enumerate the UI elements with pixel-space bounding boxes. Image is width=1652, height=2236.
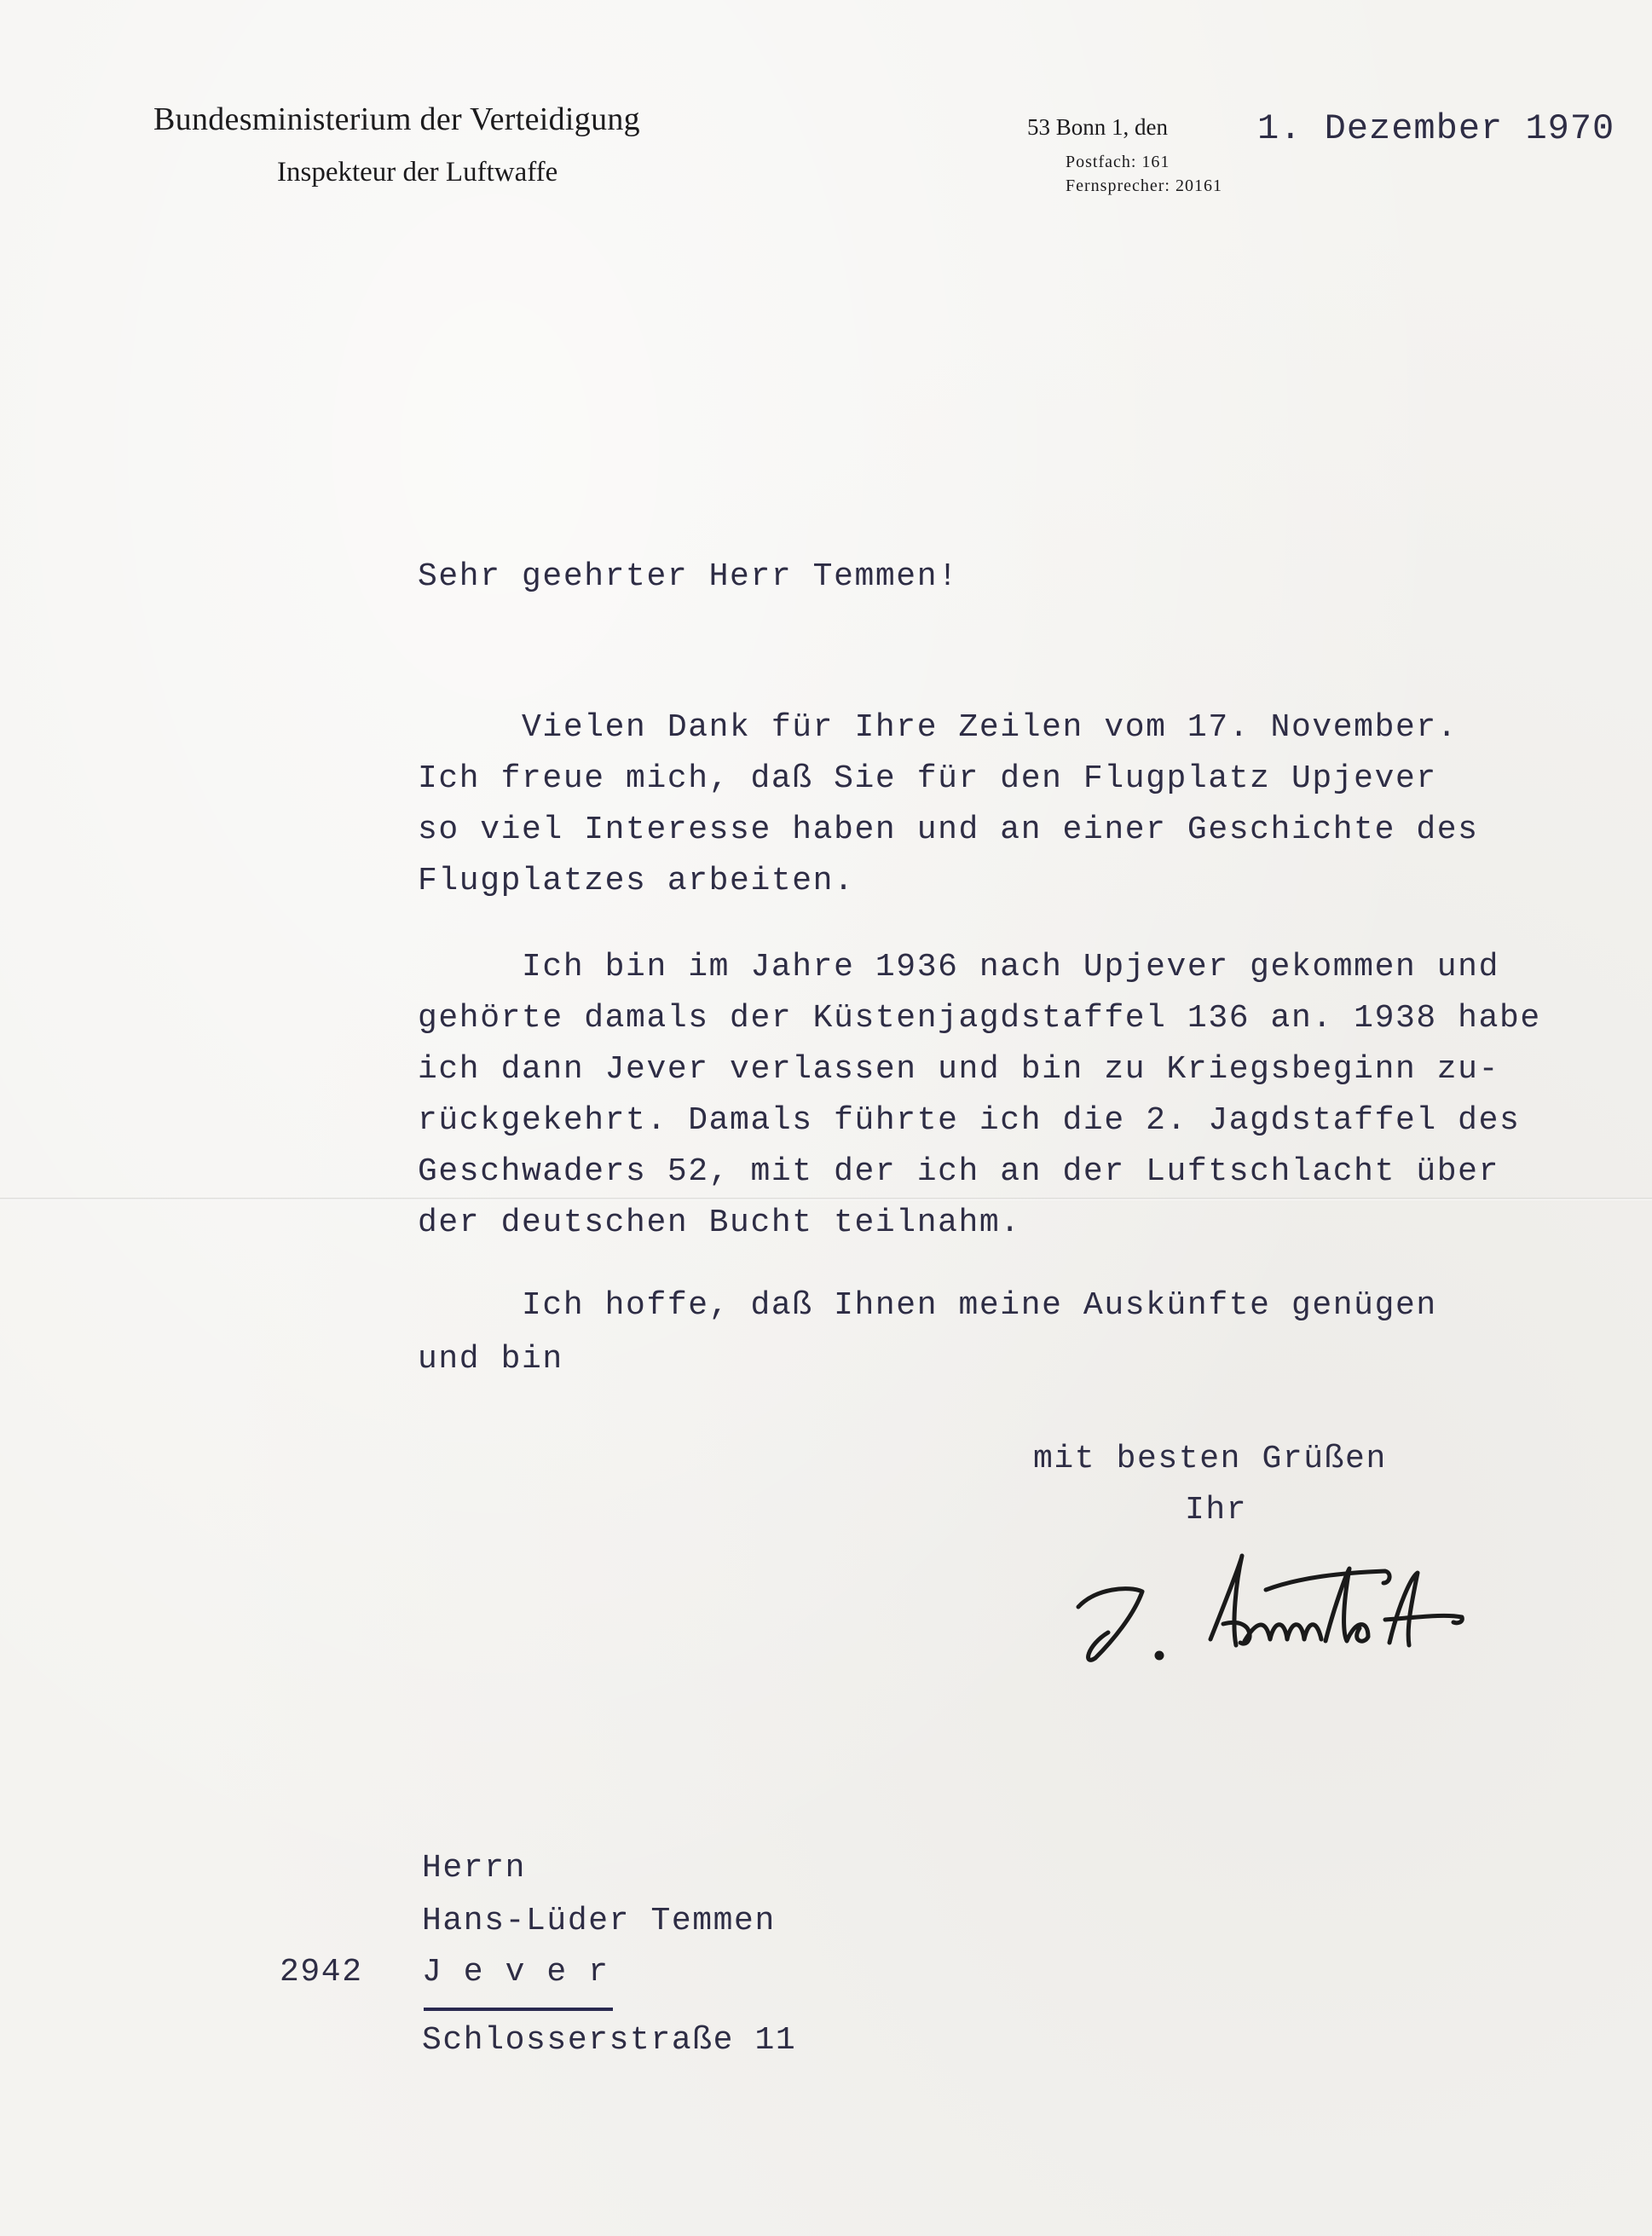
- address-title: Herrn: [422, 1850, 527, 1886]
- text-line: rückgekehrt. Damals führte ich die 2. Jagdstaffel des: [418, 1102, 1521, 1139]
- address-street: Schlosserstraße 11: [422, 2022, 797, 2059]
- letter-date: 1. Dezember 1970: [1257, 108, 1615, 149]
- closing-ihr: Ihr: [1185, 1492, 1248, 1528]
- text-line: so viel Interesse haben und an einer Geschichte des: [418, 812, 1479, 848]
- postfach: Postfach: 161: [1066, 153, 1170, 171]
- text-line: Vielen Dank für Ihre Zeilen vom 17. November.: [418, 709, 1458, 746]
- text-line: Flugplatzes arbeiten.: [418, 863, 855, 899]
- ministry-name: Bundesministerium der Verteidigung: [153, 101, 640, 137]
- address-name: Hans-Lüder Temmen: [422, 1903, 776, 1939]
- paper-fold-crease: [0, 1198, 1652, 1200]
- city-underline: [424, 2008, 613, 2011]
- text-line: Geschwaders 52, mit der ich an der Luftschlacht über: [418, 1153, 1499, 1190]
- handwritten-signature: [1061, 1539, 1470, 1667]
- text-line: Ich hoffe, daß Ihnen meine Auskünfte genügen: [418, 1287, 1437, 1324]
- text-line: Ich freue mich, daß Sie für den Flugplatz Upjever: [418, 760, 1437, 797]
- text-line: gehörte damals der Küstenjagdstaffel 136 an. 1938 habe: [418, 1000, 1541, 1037]
- fernsprecher: Fernsprecher: 20161: [1066, 176, 1222, 195]
- address-city: J e v e r: [422, 1954, 609, 1990]
- text-line: der deutschen Bucht teilnahm.: [418, 1205, 1021, 1241]
- office-name: Inspekteur der Luftwaffe: [277, 157, 558, 188]
- address-postcode: 2942: [280, 1954, 363, 1990]
- salutation: Sehr geehrter Herr Temmen!: [418, 558, 959, 595]
- place-prefix: 53 Bonn 1, den: [1027, 114, 1168, 140]
- closing-greeting: mit besten Grüßen: [1033, 1441, 1387, 1477]
- text-line: Ich bin im Jahre 1936 nach Upjever gekommen und: [418, 949, 1499, 985]
- text-line: ich dann Jever verlassen und bin zu Kriegsbeginn zu-: [418, 1051, 1499, 1088]
- text-line: und bin: [418, 1341, 563, 1378]
